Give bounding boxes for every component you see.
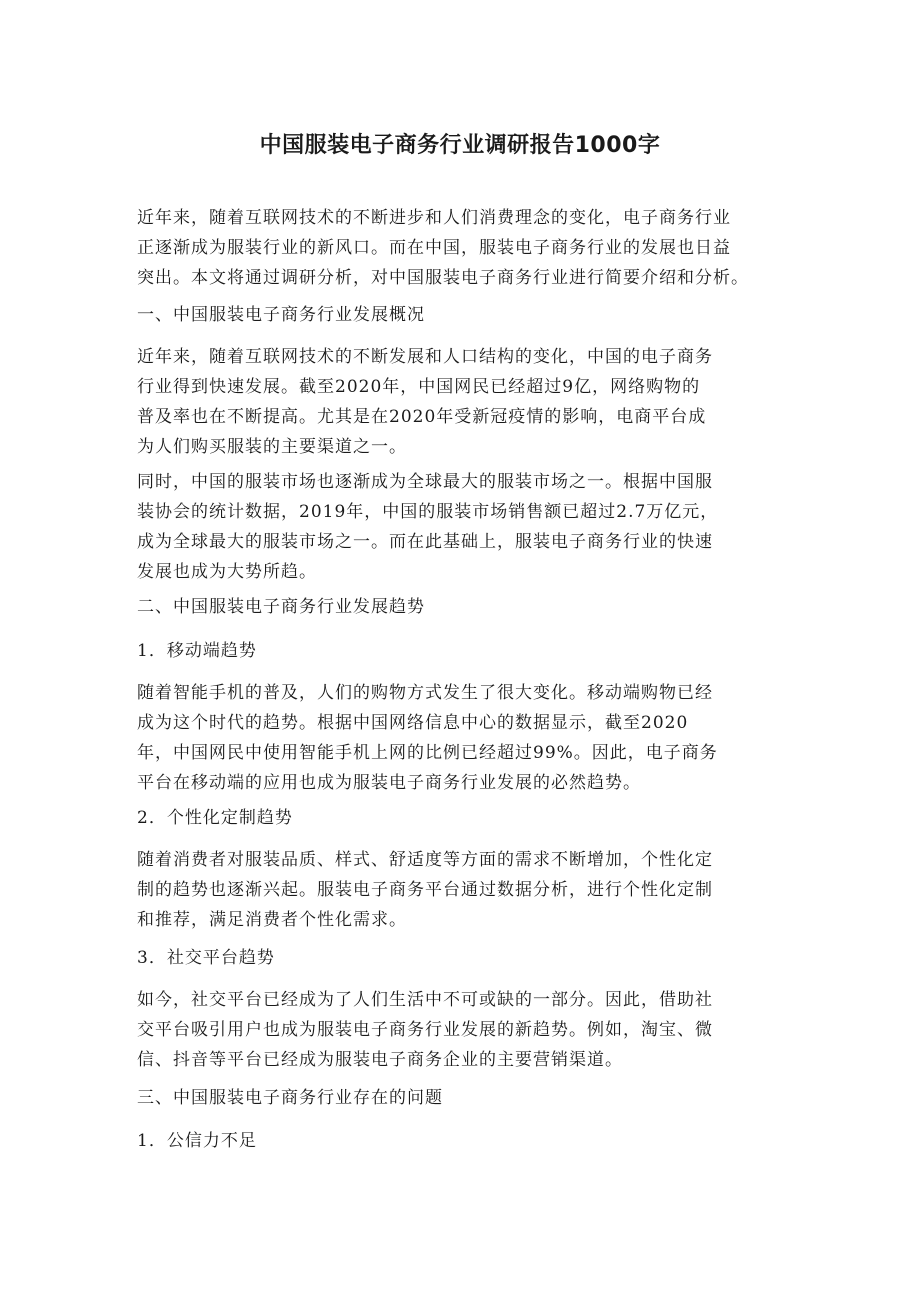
page-title: 中国服装电子商务行业调研报告1000字 (259, 133, 661, 158)
section3-heading: 三、中国服装电子商务行业存在的问题 (137, 1088, 443, 1108)
paragraph-line: 交平台吸引用户也成为服装电子商务行业发展的新趋势。例如，淘宝、微 (137, 1020, 713, 1040)
paragraph-line: 近年来，随着互联网技术的不断进步和人们消费理念的变化，电子商务行业 (137, 208, 731, 228)
problem1-heading: 1．公信力不足 (137, 1131, 257, 1151)
intro-paragraph (137, 203, 787, 293)
trend1-heading: 1．移动端趋势 (137, 641, 257, 661)
paragraph-line: 同时，中国的服装市场也逐渐成为全球最大的服装市场之一。根据中国服 (137, 472, 713, 492)
trend3-paragraph (137, 985, 787, 1075)
paragraph-line: 信、抖音等平台已经成为服装电子商务企业的主要营销渠道。 (137, 1050, 623, 1070)
section1-heading: 一、中国服装电子商务行业发展概况 (137, 305, 425, 325)
paragraph-line: 普及率也在不断提高。尤其是在2020年受新冠疫情的影响，电商平台成 (137, 407, 707, 427)
paragraph-line: 装协会的统计数据，2019年，中国的服装市场销售额已超过2.7万亿元， (137, 502, 719, 522)
paragraph-line: 平台在移动端的应用也成为服装电子商务行业发展的必然趋势。 (137, 773, 641, 793)
trend2-heading: 2．个性化定制趋势 (137, 808, 293, 828)
section1-paragraph2 (137, 467, 787, 587)
paragraph-line: 成为全球最大的服装市场之一。而在此基础上，服装电子商务行业的快速 (137, 532, 713, 552)
paragraph-line: 成为这个时代的趋势。根据中国网络信息中心的数据显示，截至2020 (137, 713, 689, 733)
paragraph-line: 如今，社交平台已经成为了人们生活中不可或缺的一部分。因此，借助社 (137, 990, 713, 1010)
paragraph-line: 近年来，随着互联网技术的不断发展和人口结构的变化，中国的电子商务 (137, 347, 713, 367)
section1-paragraph1 (137, 342, 787, 462)
trend3-heading: 3．社交平台趋势 (137, 948, 275, 968)
paragraph-line: 突出。本文将通过调研分析，对中国服装电子商务行业进行简要介绍和分析。 (137, 268, 749, 288)
paragraph-line: 发展也成为大势所趋。 (137, 562, 317, 582)
trend2-paragraph (137, 845, 787, 935)
trend1-paragraph (137, 678, 787, 798)
paragraph-line: 随着智能手机的普及，人们的购物方式发生了很大变化。移动端购物已经 (137, 683, 713, 703)
paragraph-line: 和推荐，满足消费者个性化需求。 (137, 910, 407, 930)
paragraph-line: 制的趋势也逐渐兴起。服装电子商务平台通过数据分析，进行个性化定制 (137, 880, 713, 900)
paragraph-line: 年，中国网民中使用智能手机上网的比例已经超过99%。因此，电子商务 (137, 743, 718, 763)
paragraph-line: 随着消费者对服装品质、样式、舒适度等方面的需求不断增加，个性化定 (137, 850, 713, 870)
paragraph-line: 为人们购买服装的主要渠道之一。 (137, 437, 407, 457)
paragraph-line: 正逐渐成为服装行业的新风口。而在中国，服装电子商务行业的发展也日益 (137, 238, 731, 258)
paragraph-line: 行业得到快速发展。截至2020年，中国网民已经超过9亿，网络购物的 (137, 377, 701, 397)
section2-heading: 二、中国服装电子商务行业发展趋势 (137, 597, 425, 617)
